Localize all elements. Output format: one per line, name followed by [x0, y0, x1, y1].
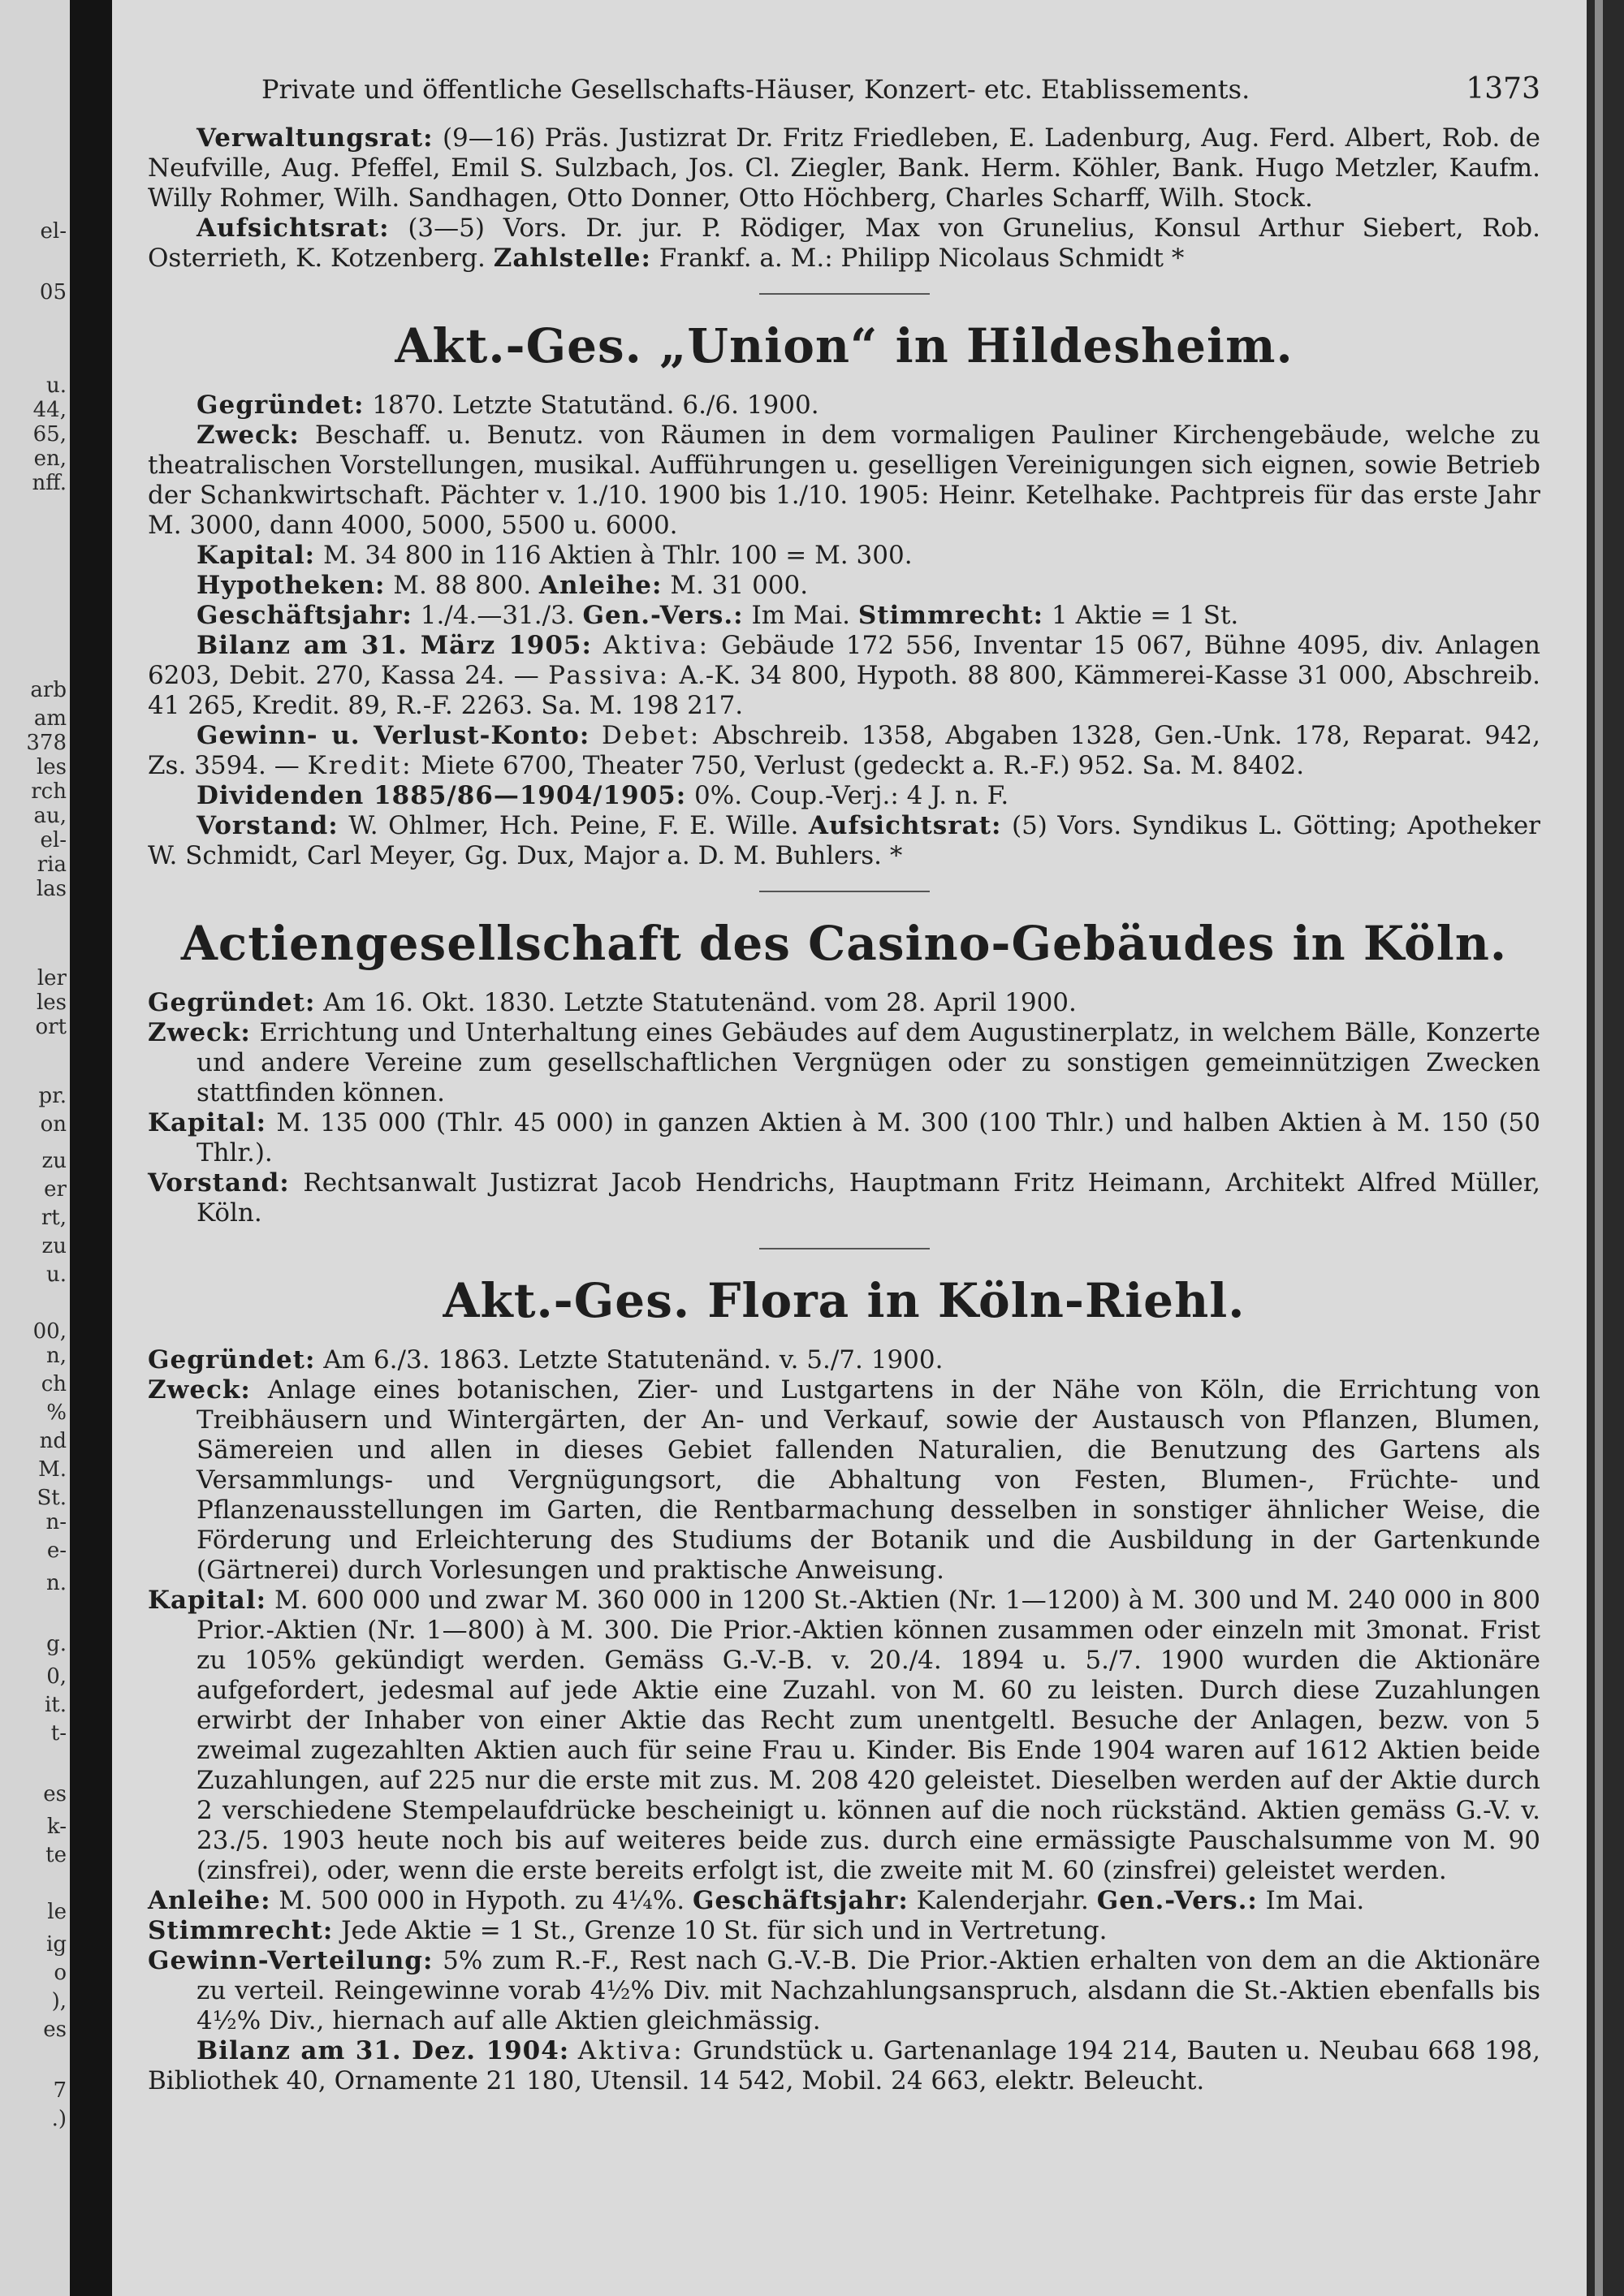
margin-fragment: les — [36, 990, 67, 1015]
verwaltungsrat-line: Verwaltungsrat: (9—16) Präs. Justizrat Dr. Fritz Friedleben, E. Ladenburg, Aug. Ferd. Albert, Rob. de Neufville, Aug. Pfeffel, Emil S. Sulzbach, Jos. Cl. Ziegler, Bank. Herm. Köhler, Bank. Hugo Metzler, Kaufm. Willy Rohmer, Wilh. Sandhagen, Otto Donner, Otto Höchberg, Charles Scharff, Wilh. Stock. — [148, 123, 1540, 213]
margin-fragment: ch — [41, 1372, 67, 1396]
entry-casino-koeln — [148, 917, 1540, 1228]
gewinn-verlust-paragraph: Gewinn- u. Verlust-Konto: Debet: Abschreib. 1358, Abgaben 1328, Gen.-Unk. 178, Reparat. 942, Zs. 3594. — Kredit: Miete 6700, Theater 750, Verlust (gedeckt a. R.-F.) 952. Sa. M. 8402. — [148, 721, 1540, 780]
margin-fragment: 44, — [32, 398, 67, 422]
entry-title: Akt.-Ges. „Union“ in Hildesheim. — [395, 318, 1294, 373]
margin-fragment: 65, — [32, 422, 67, 447]
kapital-paragraph: Kapital: M. 600 000 und zwar M. 360 000 in 1200 St.-Aktien (Nr. 1—1200) à M. 300 und M. 240 000 in 800 Prior.-Aktien (Nr. 1—800) à M. 300. Die Prior.-Aktien können zusammen oder einzeln mit 3monat. Frist zu 105% gekündigt werden. Gemäss G.-V.-B. v. 20./4. 1894 u. 5./7. 1900 wurden die Aktionäre aufgefordert, jedesmal auf jede Aktie eine Zuzahl. von M. 60 zu leisten. Durch diese Zuzahlungen erwirbt der Inhaber von einer Aktie das Recht zum unentgeltl. Besuche der Anlagen, bezw. von 5 zweimal zugezahlten Aktien auch für seine Frau u. Kinder. Bis Ende 1904 waren auf 1612 Aktien beide Zuzahlungen, auf 225 nur die erste mit zus. M. 208 420 geleistet. Dieselben werden auf der Aktie durch 2 verschiedene Stempelaufdrücke bescheinigt u. können auf die noch rückständ. Aktien gemäss G.-V. v. 23./5. 1903 heute noch bis auf weiteres beide zus. durch eine ermässigte Pauschalsumme von M. 90 (zinsfrei), oder, wenn die erste bereits erfolgt ist, die zweite mit M. 60 (zinsfrei) geleistet werden. — [148, 1586, 1540, 1885]
margin-fragment: le — [47, 1900, 67, 1924]
section-divider — [759, 1248, 930, 1249]
entry-title: Actiengesellschaft des Casino-Gebäudes in Köln. — [180, 916, 1508, 971]
margin-fragment: zu — [41, 1234, 67, 1258]
margin-fragment: 05 — [39, 280, 67, 304]
margin-fragment: ig — [46, 1932, 67, 1957]
margin-fragment: er — [44, 1177, 67, 1202]
margin-fragment: arb — [30, 678, 67, 702]
margin-fragment: g. — [46, 1632, 67, 1656]
margin-fragment: zu — [41, 1149, 67, 1173]
margin-fragment: el- — [40, 219, 67, 244]
margin-fragment: nd — [39, 1429, 67, 1453]
zweck-paragraph: Zweck: Errichtung und Unterhaltung eines Gebäudes auf dem Augustinerplatz, in welchem Bälle, Konzerte und andere Vereine zum gesellschaftlichen Vergnügen oder zu sonstigen gemeinnützigen Zwecken stattfinden können. — [148, 1018, 1540, 1107]
gegruendet-line: Gegründet: Am 6./3. 1863. Letzte Statutenänd. v. 5./7. 1900. — [148, 1345, 944, 1375]
stimmrecht-line: Stimmrecht: Jede Aktie = 1 St., Grenze 10 St. für sich und in Vertretung. — [148, 1916, 1108, 1945]
book-gutter — [70, 0, 112, 2296]
margin-fragment: St. — [37, 1486, 67, 1510]
margin-fragment: 00, — [32, 1319, 67, 1344]
margin-fragment: u. — [45, 1262, 67, 1287]
margin-fragment: es — [43, 1782, 67, 1806]
gewinn-verteilung-paragraph: Gewinn-Verteilung: 5% zum R.-F., Rest nach G.-V.-B. Die Prior.-Aktien erhalten von dem an die Aktionäre zu verteil. Reingewinne vorab 4½% Div. mit Nachzahlungsanspruch, alsdann die St.-Aktien ebenfalls bis 4½% Div., hiernach auf alle Aktien gleichmässig. — [148, 1946, 1540, 2035]
section-divider — [759, 891, 930, 892]
margin-fragment: k- — [46, 1815, 67, 1839]
page-number: 1373 — [1466, 72, 1540, 106]
aufsichtsrat-line: Aufsichtsrat: (3—5) Vors. Dr. jur. P. Rödiger, Max von Grunelius, Konsul Arthur Siebert, Rob. Osterrieth, K. Kotzenberg. Zahlstelle: Frankf. a. M.: Philipp Nicolaus Schmidt * — [148, 214, 1540, 273]
margin-fragment: rt, — [41, 1206, 67, 1230]
margin-fragment: n- — [45, 1510, 67, 1534]
entry-flora-koeln-riehl — [148, 1274, 1540, 2096]
zweck-paragraph: Zweck: Anlage eines botanischen, Zier- und Lustgartens in der Nähe von Köln, die Errichtung von Treibhäusern und Wintergärten, der An- und Verkauf, sowie der Austausch von Pflanzen, Blumen, Sämereien und allen in dieses Gebiet fallenden Naturalien, die Benutzung des Gartens als Versammlungs- und Vergnügungsort, die Abhaltung von Festen, Blumen-, Früchte- und Pflanzenausstellungen im Garten, die Rentbarmachung desselben in sonstiger ähnlicher Weise, die Förderung und Erleichterung des Studiums der Botanik und die Ausbildung in der Gartenkunde (Gärtnerei) durch Vorlesungen und praktische Anweisung. — [148, 1375, 1540, 1585]
margin-fragment: o — [54, 1961, 67, 1985]
geschaeftsjahr-line: Geschäftsjahr: 1./4.—31./3. Gen.-Vers.: Im Mai. Stimmrecht: 1 Aktie = 1 St. — [197, 601, 1239, 630]
margin-fragment: % — [46, 1400, 67, 1425]
margin-fragment: 7 — [53, 2078, 67, 2103]
margin-fragment: nff. — [32, 471, 67, 495]
vorstand-paragraph: Vorstand: Rechtsanwalt Justizrat Jacob Hendrichs, Hauptmann Fritz Heimann, Architekt Alfred Müller, Köln. — [148, 1168, 1540, 1228]
vorstand-paragraph: Vorstand: W. Ohlmer, Hch. Peine, F. E. Wille. Aufsichtsrat: (5) Vors. Syndikus L. Götting; Apotheker W. Schmidt, Carl Meyer, Gg. Dux, Major a. D. M. Buhlers. * — [148, 811, 1540, 870]
margin-fragment: .) — [51, 2107, 67, 2131]
gegruendet-line: Gegründet: Am 16. Okt. 1830. Letzte Statutenänd. vom 28. April 1900. — [148, 988, 1077, 1017]
margin-fragment: les — [36, 755, 67, 779]
page — [112, 0, 1587, 2296]
hypotheken-line: Hypotheken: M. 88 800. Anleihe: M. 31 000. — [197, 571, 809, 600]
kapital-line: Kapital: M. 34 800 in 116 Aktien à Thlr. 100 = M. 300. — [197, 541, 913, 570]
entry-title: Akt.-Ges. Flora in Köln-Riehl. — [443, 1273, 1246, 1328]
margin-fragment: e- — [46, 1539, 67, 1563]
section-divider — [759, 293, 930, 295]
margin-fragment: it. — [44, 1693, 67, 1717]
margin-fragment: ), — [51, 1989, 67, 2013]
margin-fragment: t- — [50, 1721, 67, 1746]
margin-fragment: 378 — [26, 731, 67, 755]
dividenden-line: Dividenden 1885/86—1904/1905: 0%. Coup.-Verj.: 4 J. n. F. — [197, 781, 1009, 810]
margin-fragment: au, — [33, 804, 67, 828]
running-title: Private und öffentliche Gesellschafts-Häuser, Konzert- etc. Etablissements. — [261, 74, 1250, 105]
margin-fragment: las — [36, 877, 67, 901]
kapital-paragraph: Kapital: M. 135 000 (Thlr. 45 000) in ganzen Aktien à M. 300 (100 Thlr.) und halben Aktien à M. 150 (50 Thlr.). — [148, 1108, 1540, 1167]
margin-fragment: el- — [40, 828, 67, 852]
margin-fragment: am — [33, 706, 67, 731]
margin-fragment: 0, — [46, 1664, 67, 1689]
page-content — [148, 73, 1540, 2096]
margin-fragment: n. — [45, 1571, 67, 1595]
page-edge — [1587, 0, 1624, 2296]
margin-fragment: rch — [31, 779, 67, 804]
bilanz-paragraph: Bilanz am 31. März 1905: Aktiva: Gebäude 172 556, Inventar 15 067, Bühne 4095, div. Anlagen 6203, Debit. 270, Kassa 24. — Passiva: A.-K. 34 800, Hypoth. 88 800, Kämmerei-Kasse 31 000, Abschreib. 41 265, Kredit. 89, R.-F. 2263. Sa. M. 198 217. — [148, 631, 1541, 720]
margin-fragment: te — [45, 1843, 67, 1867]
margin-fragment: ort — [35, 1015, 67, 1039]
margin-fragment: on — [40, 1112, 67, 1137]
anleihe-line: Anleihe: M. 500 000 in Hypoth. zu 4¼%. Geschäftsjahr: Kalenderjahr. Gen.-Vers.: Im Mai. — [148, 1886, 1365, 1915]
zweck-paragraph: Zweck: Beschaff. u. Benutz. von Räumen in dem vormaligen Pauliner Kirchengebäude, welche zu theatralischen Vorstellungen, musikal. Aufführungen u. geselligen Vereinigungen sich eignen, sowie Betrieb der Schankwirtschaft. Pächter v. 1./10. 1900 bis 1./10. 1905: Heinr. Ketelhake. Pachtpreis für das erste Jahr M. 3000, dann 4000, 5000, 5500 u. 6000. — [148, 421, 1540, 540]
margin-fragment: n, — [45, 1344, 67, 1368]
margin-fragment: en, — [33, 447, 67, 471]
margin-fragment: pr. — [38, 1084, 67, 1108]
margin-fragment: ler — [37, 966, 67, 990]
gegruendet-line: Gegründet: 1870. Letzte Statutänd. 6./6. 1900. — [197, 391, 819, 420]
bilanz-paragraph: Bilanz am 31. Dez. 1904: Aktiva: Grundstück u. Gartenanlage 194 214, Bauten u. Neubau 668 198, Bibliothek 40, Ornamente 21 180, Utensil. 14 542, Mobil. 24 663, elektr. Beleucht. — [148, 2036, 1540, 2095]
previous-page-margin — [0, 0, 71, 2296]
margin-fragment: ria — [37, 852, 67, 877]
previous-entry-tail — [148, 123, 1540, 274]
margin-fragment: es — [43, 2018, 67, 2042]
running-header — [148, 73, 1540, 106]
margin-fragment: M. — [38, 1457, 67, 1482]
entry-union-hildesheim — [148, 319, 1540, 871]
margin-fragment: u. — [45, 373, 67, 398]
